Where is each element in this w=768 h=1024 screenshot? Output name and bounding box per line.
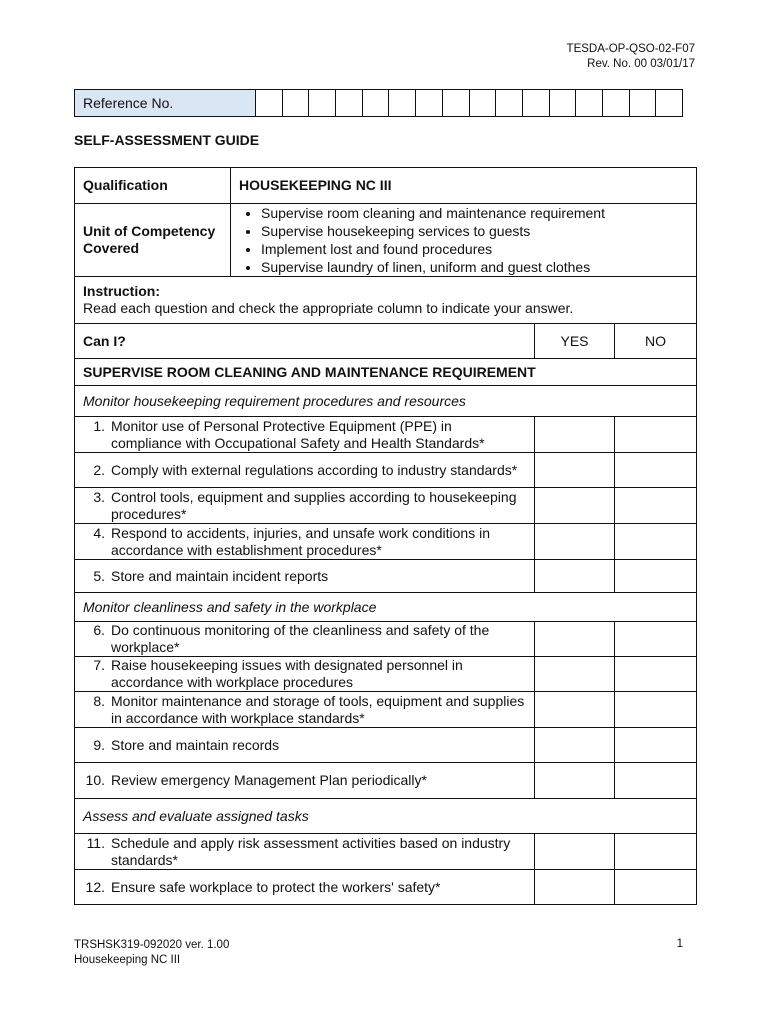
footer-doc-code: TRSHSK319-092020 ver. 1.00 bbox=[74, 939, 230, 951]
no-checkbox-cell[interactable] bbox=[615, 763, 697, 799]
column-header-row bbox=[75, 324, 697, 359]
self-assessment-table bbox=[74, 167, 697, 905]
yes-checkbox-cell[interactable] bbox=[535, 560, 615, 593]
question-number: 1. bbox=[93, 417, 105, 434]
revision-number: Rev. No. 00 03/01/17 bbox=[587, 58, 695, 70]
reference-cell[interactable] bbox=[336, 90, 363, 116]
qualification-label: Qualification bbox=[75, 168, 231, 204]
unit-item: • Supervise room cleaning and maintenance requirement bbox=[261, 204, 688, 222]
question-row bbox=[75, 622, 697, 657]
reference-cell[interactable] bbox=[309, 90, 336, 116]
question-number: 10. bbox=[85, 772, 105, 788]
instruction-row bbox=[75, 277, 697, 324]
no-checkbox-cell[interactable] bbox=[615, 488, 697, 524]
no-checkbox-cell[interactable] bbox=[615, 417, 697, 453]
group-heading-row bbox=[75, 593, 697, 622]
no-checkbox-cell[interactable] bbox=[615, 870, 697, 905]
question-text: Control tools, equipment and supplies according to housekeeping procedures* bbox=[111, 488, 517, 522]
question-text: Raise housekeeping issues with designated personnel in accordance with workplace procedures bbox=[111, 657, 463, 690]
question-number: 6. bbox=[93, 622, 105, 638]
instruction-label: Instruction: bbox=[83, 283, 160, 299]
question-number: 3. bbox=[93, 488, 105, 505]
units-list-cell bbox=[231, 204, 697, 277]
reference-cell[interactable] bbox=[523, 90, 550, 116]
question-row bbox=[75, 728, 697, 763]
reference-cell[interactable] bbox=[576, 90, 603, 116]
question-text: Monitor use of Personal Protective Equipment (PPE) in compliance with Occupational Safety and Health Standards* bbox=[111, 417, 485, 451]
document-header-code bbox=[567, 42, 695, 72]
question-number: 8. bbox=[93, 692, 105, 709]
question-text: Store and maintain incident reports bbox=[111, 567, 329, 584]
footer-doc-name: Housekeeping NC III bbox=[74, 954, 181, 966]
form-code: TESDA-OP-QSO-02-F07 bbox=[566, 43, 695, 55]
question-number: 9. bbox=[93, 736, 105, 753]
reference-number-box bbox=[74, 89, 683, 117]
group-heading: Assess and evaluate assigned tasks bbox=[75, 799, 697, 834]
question-number: 5. bbox=[93, 567, 105, 584]
reference-cell[interactable] bbox=[443, 90, 470, 116]
footer-document-info bbox=[74, 938, 229, 968]
yes-checkbox-cell[interactable] bbox=[535, 834, 615, 870]
no-checkbox-cell[interactable] bbox=[615, 622, 697, 657]
question-row bbox=[75, 657, 697, 692]
reference-cell[interactable] bbox=[656, 90, 682, 116]
page-number: 1 bbox=[676, 938, 683, 950]
question-number: 4. bbox=[93, 524, 105, 541]
yes-checkbox-cell[interactable] bbox=[535, 488, 615, 524]
section-title-row bbox=[75, 359, 697, 386]
question-number: 11. bbox=[86, 834, 105, 851]
question-text: Review emergency Management Plan periodically* bbox=[111, 772, 427, 788]
reference-cell[interactable] bbox=[603, 90, 630, 116]
yes-checkbox-cell[interactable] bbox=[535, 417, 615, 453]
question-row bbox=[75, 692, 697, 728]
unit-item: • Supervise housekeeping services to guests bbox=[261, 222, 688, 240]
yes-checkbox-cell[interactable] bbox=[535, 622, 615, 657]
group-heading: Monitor housekeeping requirement procedures and resources bbox=[75, 386, 697, 417]
question-row bbox=[75, 453, 697, 488]
guide-title: SELF-ASSESSMENT GUIDE bbox=[74, 132, 260, 148]
reference-cell[interactable] bbox=[550, 90, 577, 116]
question-number: 7. bbox=[93, 657, 105, 673]
yes-checkbox-cell[interactable] bbox=[535, 657, 615, 692]
yes-checkbox-cell[interactable] bbox=[535, 524, 615, 560]
question-text: Respond to accidents, injuries, and unsafe work conditions in accordance with establishment procedures* bbox=[111, 524, 490, 558]
reference-label: Reference No. bbox=[75, 90, 256, 116]
no-checkbox-cell[interactable] bbox=[615, 692, 697, 728]
yes-checkbox-cell[interactable] bbox=[535, 870, 615, 905]
reference-cell[interactable] bbox=[389, 90, 416, 116]
instruction-text: Read each question and check the appropriate column to indicate your answer. bbox=[83, 300, 574, 316]
reference-cell[interactable] bbox=[283, 90, 310, 116]
question-row bbox=[75, 488, 697, 524]
qualification-row bbox=[75, 168, 697, 204]
group-heading: Monitor cleanliness and safety in the workplace bbox=[75, 593, 697, 622]
question-row bbox=[75, 870, 697, 905]
no-checkbox-cell[interactable] bbox=[615, 834, 697, 870]
yes-checkbox-cell[interactable] bbox=[535, 728, 615, 763]
reference-cell[interactable] bbox=[256, 90, 283, 116]
question-row bbox=[75, 524, 697, 560]
question-text: Store and maintain records bbox=[111, 736, 280, 753]
instruction-cell bbox=[75, 277, 697, 324]
no-checkbox-cell[interactable] bbox=[615, 453, 697, 488]
qualification-value: HOUSEKEEPING NC III bbox=[231, 168, 697, 204]
yes-checkbox-cell[interactable] bbox=[535, 453, 615, 488]
question-text: Comply with external regulations according to industry standards* bbox=[111, 461, 518, 478]
yes-checkbox-cell[interactable] bbox=[535, 692, 615, 728]
group-heading-row bbox=[75, 386, 697, 417]
no-checkbox-cell[interactable] bbox=[615, 657, 697, 692]
reference-cell[interactable] bbox=[470, 90, 497, 116]
question-row bbox=[75, 834, 697, 870]
group-heading-row bbox=[75, 799, 697, 834]
question-text: Monitor maintenance and storage of tools, equipment and supplies in accordance with workplace standards* bbox=[111, 692, 525, 726]
question-row bbox=[75, 417, 697, 453]
units-list bbox=[239, 204, 688, 276]
question-row bbox=[75, 763, 697, 799]
reference-cell[interactable] bbox=[363, 90, 390, 116]
reference-cell[interactable] bbox=[416, 90, 443, 116]
reference-cell[interactable] bbox=[496, 90, 523, 116]
no-checkbox-cell[interactable] bbox=[615, 560, 697, 593]
question-row bbox=[75, 560, 697, 593]
unit-item: • Implement lost and found procedures bbox=[261, 240, 688, 258]
reference-cell[interactable] bbox=[630, 90, 657, 116]
yes-checkbox-cell[interactable] bbox=[535, 763, 615, 799]
question-number: 2. bbox=[93, 461, 105, 478]
no-header: NO bbox=[615, 324, 697, 359]
units-row bbox=[75, 204, 697, 277]
no-checkbox-cell[interactable] bbox=[615, 524, 697, 560]
units-label: Unit of Competency Covered bbox=[75, 204, 231, 277]
question-text: Ensure safe workplace to protect the workers' safety* bbox=[111, 878, 441, 895]
yes-header: YES bbox=[535, 324, 615, 359]
question-text: Schedule and apply risk assessment activities based on industry standards* bbox=[111, 834, 511, 868]
no-checkbox-cell[interactable] bbox=[615, 728, 697, 763]
unit-item: • Supervise laundry of linen, uniform and guest clothes bbox=[261, 258, 688, 276]
section-title: SUPERVISE ROOM CLEANING AND MAINTENANCE REQUIREMENT bbox=[75, 359, 697, 386]
question-number: 12. bbox=[85, 878, 105, 895]
can-i-header: Can I? bbox=[75, 324, 535, 359]
question-text: Do continuous monitoring of the cleanliness and safety of the workplace* bbox=[111, 622, 490, 655]
